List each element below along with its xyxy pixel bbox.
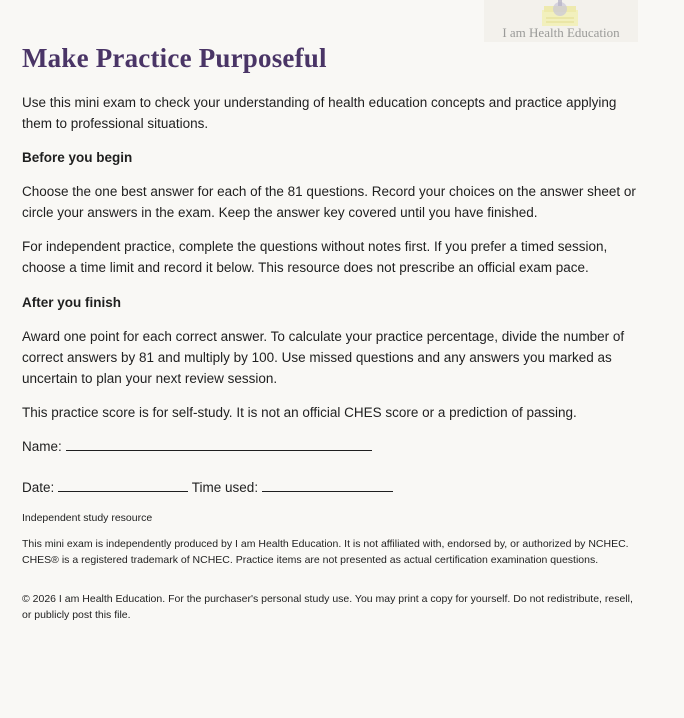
brand-name: I am Health Education [502, 25, 620, 40]
intro-paragraph: Use this mini exam to check your understanding of health education concepts and practice applying them to professional situations. [22, 95, 617, 131]
date-time-row [22, 477, 393, 498]
time-used-blank[interactable] [262, 477, 393, 492]
copyright-notice: © 2026 I am Health Education. For the purchaser's personal study use. You may print a copy for yourself. Do not redistribute, resell, or publicly post this file. [22, 593, 633, 621]
date-blank[interactable] [58, 477, 188, 492]
brand-logo [484, 0, 638, 42]
after-heading: After you finish [22, 295, 122, 310]
time-used-label: Time used: [191, 480, 259, 495]
before-paragraph-1: Choose the one best answer for each of the 81 questions. Record your choices on the answer sheet or circle your answers in the exam. Keep the answer key covered until you have finished. [22, 184, 636, 220]
name-blank[interactable] [66, 436, 372, 451]
disclaimer: This mini exam is independently produced by I am Health Education. It is not affiliated with, endorsed by, or authorized by NCHEC. CHES® is a registered trademark of NCHEC. Practice items are not presented as actual certification examination questions. [22, 538, 629, 566]
name-label: Name: [22, 439, 62, 454]
page-title: Make Practice Purposeful [22, 43, 327, 73]
date-label: Date: [22, 480, 55, 495]
resource-note: Independent study resource [22, 512, 153, 524]
brand-mark-icon [538, 0, 582, 28]
before-heading: Before you begin [22, 150, 133, 165]
after-paragraph-2: This practice score is for self-study. It is not an official CHES score or a prediction of passing. [22, 405, 577, 420]
before-paragraph-2: For independent practice, complete the questions without notes first. If you prefer a timed session, choose a time limit and record it below. This resource does not prescribe an official exam pace. [22, 239, 608, 275]
after-paragraph-1: Award one point for each correct answer. To calculate your practice percentage, divide the number of correct answers by 81 and multiply by 100. Use missed questions and any answers you marked as uncertain to plan your next review session. [22, 329, 625, 386]
name-field-row [22, 436, 372, 457]
